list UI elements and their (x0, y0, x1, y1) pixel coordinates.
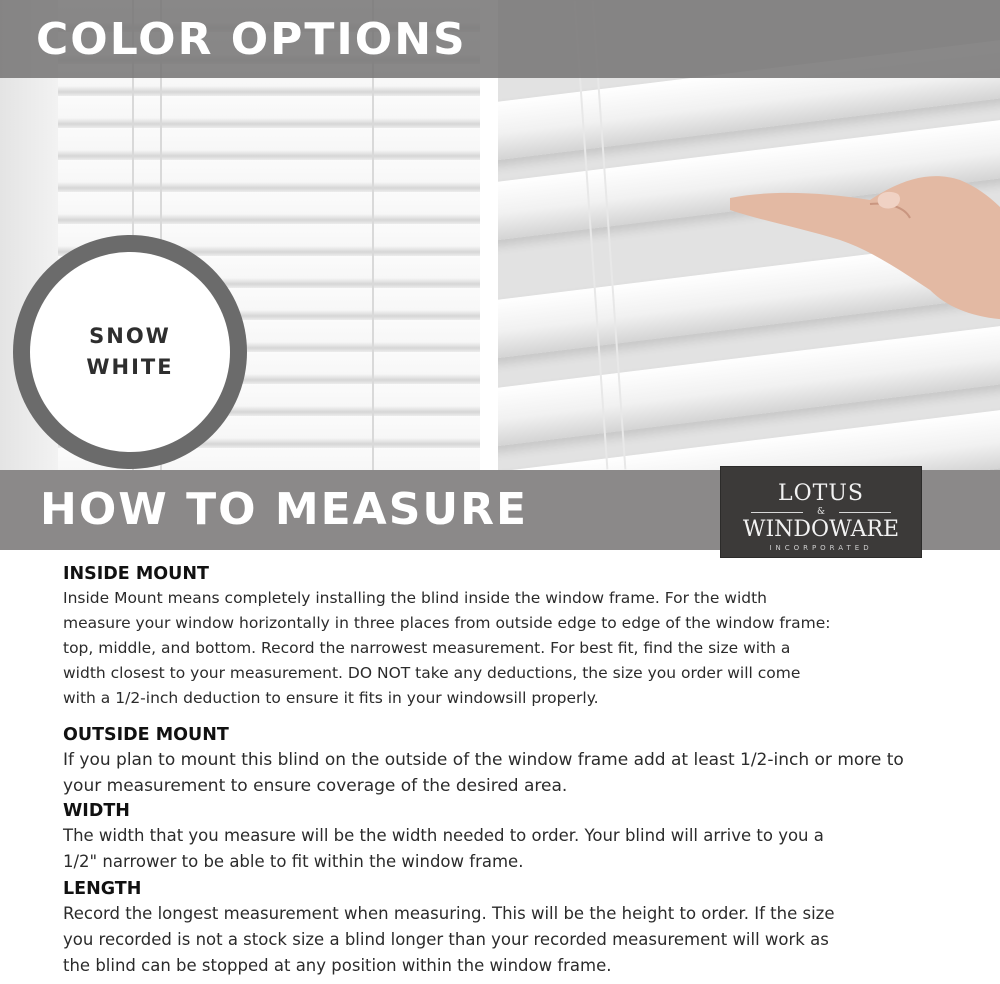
text-line: top, middle, and bottom. Record the narrowest measurement. For best fit, find the size with a (63, 639, 791, 657)
text-line: with a 1/2-inch deduction to ensure it fits in your windowsill properly. (63, 689, 599, 707)
logo-rule (751, 512, 803, 513)
section-text (63, 901, 963, 979)
text-line: If you plan to mount this blind on the outside of the window frame add at least 1/2-inch or more to (63, 750, 904, 770)
brand-logo (720, 466, 922, 558)
section-text (63, 823, 963, 875)
text-line: The width that you measure will be the width needed to order. Your blind will arrive to you a (63, 826, 824, 845)
section-inside-mount (63, 562, 963, 711)
section-text (63, 586, 963, 711)
logo-rule (839, 512, 891, 513)
section-heading: OUTSIDE MOUNT (63, 725, 229, 745)
color-options-banner (0, 0, 1000, 78)
text-line: Inside Mount means completely installing the blind inside the window frame. For the width (63, 589, 768, 607)
text-line: 1/2" narrower to be able to fit within the window frame. (63, 852, 524, 871)
swatch-inner (30, 252, 230, 452)
text-line: your measurement to ensure coverage of the desired area. (63, 776, 568, 796)
text-line: Record the longest measurement when measuring. This will be the height to order. If the size (63, 904, 835, 923)
measure-instructions (63, 562, 963, 979)
hand-icon (730, 170, 1000, 320)
section-width (63, 799, 963, 875)
how-to-measure-title: HOW TO MEASURE (40, 484, 529, 535)
text-line: measure your window horizontally in three places from outside edge to edge of the window frame: (63, 614, 831, 632)
logo-ampersand-row (751, 507, 891, 517)
text-line: the blind can be stopped at any position within the window frame. (63, 956, 612, 975)
logo-line2: WINDOWARE (742, 517, 900, 542)
section-outside-mount (63, 723, 963, 799)
color-options-title: COLOR OPTIONS (36, 14, 467, 65)
logo-ampersand: & (816, 507, 825, 517)
section-heading: INSIDE MOUNT (63, 564, 209, 584)
text-line: you recorded is not a stock size a blind longer than your recorded measurement will work as (63, 930, 829, 949)
section-heading: LENGTH (63, 879, 142, 899)
text-line: width closest to your measurement. DO NOT take any deductions, the size you order will come (63, 664, 801, 682)
swatch-label-line2: WHITE (86, 355, 174, 379)
color-swatch (13, 235, 247, 469)
logo-line3: INCORPORATED (769, 544, 873, 552)
section-length (63, 877, 963, 979)
swatch-label (86, 321, 173, 383)
swatch-label-line1: SNOW (89, 324, 171, 348)
logo-line1: LOTUS (778, 481, 864, 506)
section-text (63, 747, 963, 799)
section-heading: WIDTH (63, 801, 130, 821)
